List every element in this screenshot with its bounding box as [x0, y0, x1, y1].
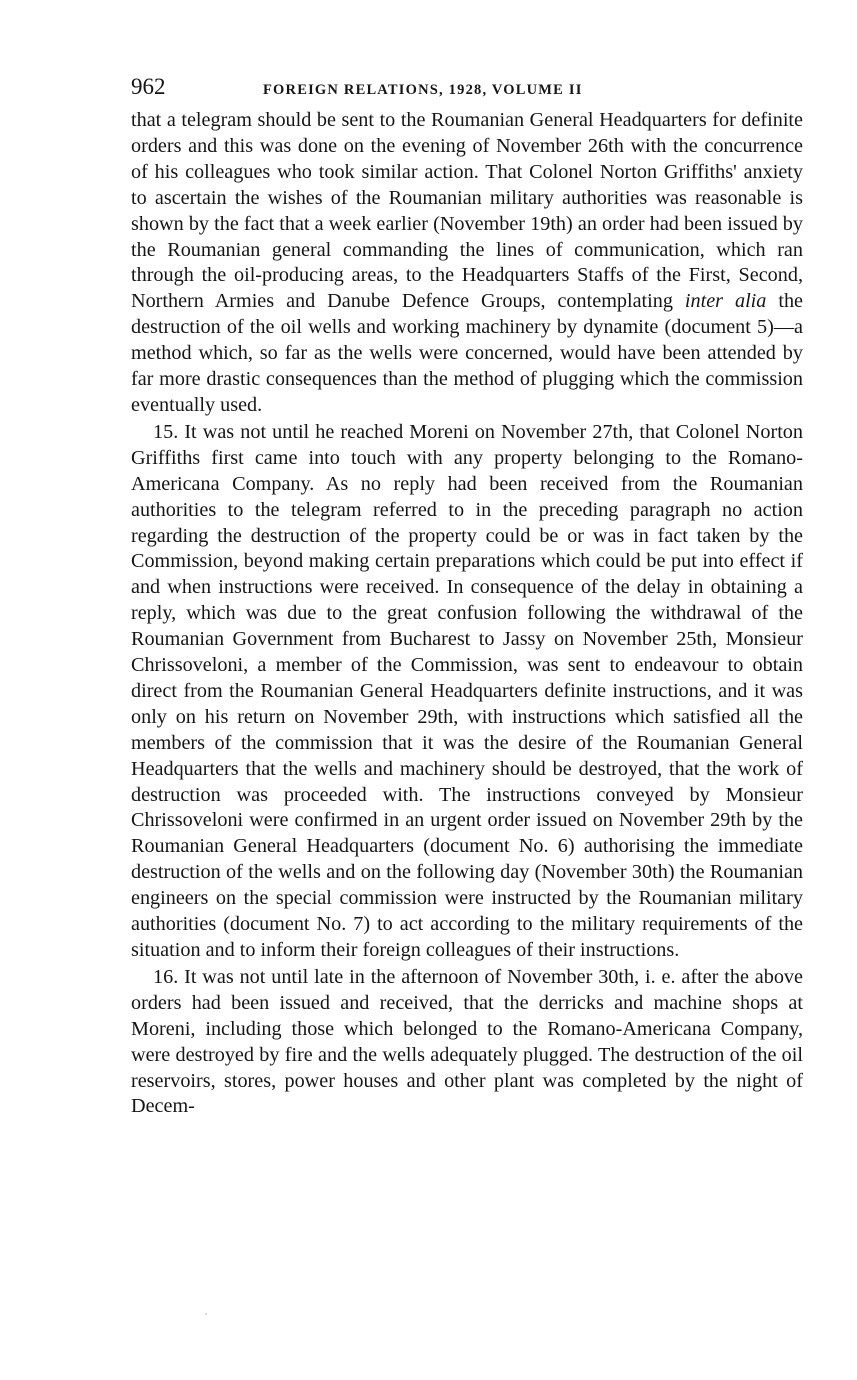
paragraph-text: that a telegram should be sent to the Roumanian General Headquarters for definite orders and this was done on the evening of November 26th with the concurrence of his colleagues who took similar action. That Colonel Norton Griffiths' anxiety to ascertain the wishes of the Roumanian military authorities was reasonable is shown by the fact that a week earlier (November 19th) an order had been issued by the Roumanian general commanding the lines of communication, which ran through the oil-producing areas, to the Headquarters Staffs of the First, Second, Northern Armies and Danube Defence Groups, contemplating — [131, 109, 803, 313]
scan-speck — [205, 1313, 207, 1315]
italic-phrase: inter alia — [684, 290, 767, 313]
running-head — [131, 74, 803, 108]
body-text — [131, 108, 803, 1120]
paragraph-text: the destruction of the oil wells and working machinery by dynamite (document 5)—a method which, so far as the wells were concerned, would have been attended by far more drastic consequences than the method of plugging which the commission eventually used. — [131, 290, 803, 416]
document-page — [131, 74, 803, 1120]
running-head-title: FOREIGN RELATIONS, 1928, VOLUME II — [263, 82, 583, 98]
page-number: 962 — [131, 74, 166, 99]
paragraph-continuation — [131, 108, 803, 419]
paragraph-16: 16. It was not until late in the afternoon of November 30th, i. e. after the above orders had been issued and received, that the derricks and machine shops at Moreni, including those which belonged to the Romano-Americana Company, were destroyed by fire and the wells adequately plugged. The destruction of the oil reservoirs, stores, power houses and other plant was completed by the night of Decem- — [131, 965, 803, 1118]
paragraph-15: 15. It was not until he reached Moreni on November 27th, that Colonel Norton Griffiths first came into touch with any property belonging to the Romano-Americana Company. As no reply had been received from the Roumanian authorities to the telegram referred to in the preceding paragraph no action regarding the destruction of the property could be or was in fact taken by the Commission, beyond making certain preparations which could be put into effect if and when instructions were received. In consequence of the delay in obtaining a reply, which was due to the great confusion following the withdrawal of the Roumanian Government from Bucharest to Jassy on November 25th, Monsieur Chrissoveloni, a member of the Commission, was sent to endeavour to obtain direct from the Roumanian General Headquarters definite instructions, and it was only on his return on November 29th, with instructions which satisfied all the members of the commission that it was the desire of the Roumanian General Headquarters that the wells and machinery should be destroyed, that the work of destruction was proceeded with. The instructions conveyed by Monsieur Chrissoveloni were confirmed in an urgent order issued on November 29th by the Roumanian General Headquarters (document No. 6) authorising the immediate destruction of the wells and on the following day (November 30th) the Roumanian engineers on the special commission were instructed by the Roumanian military authorities (document No. 7) to act according to the military requirements of the situation and to inform their foreign colleagues of their instructions. — [131, 420, 803, 961]
